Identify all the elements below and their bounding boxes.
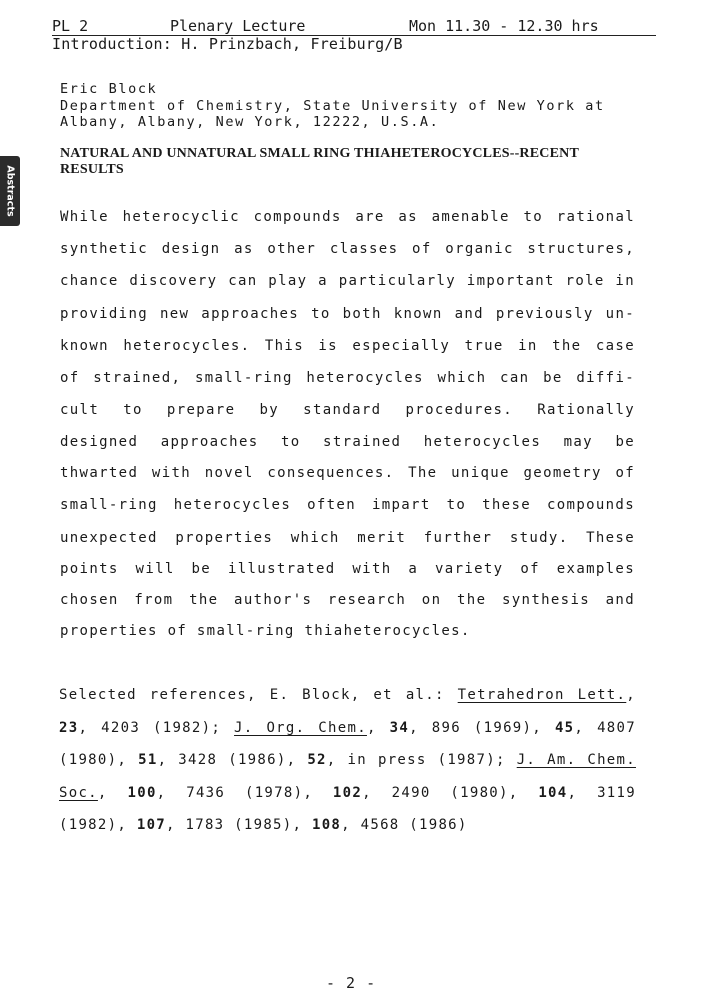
header-line bbox=[52, 17, 656, 36]
journal-title: Tetrahedron Lett. bbox=[457, 687, 627, 703]
abstracts-side-tab[interactable] bbox=[0, 156, 20, 226]
reference-line: Soc., 100, 7436 (1978), 102, 2490 (1980), 104, 3119 bbox=[59, 785, 636, 801]
introduction-line: Introduction: H. Prinzbach, Freiburg/B bbox=[52, 35, 403, 53]
abstract-line: providing new approaches to both known and previously un- bbox=[60, 306, 635, 322]
reference-line: (1980), 51, 3428 (1986), 52, in press (1987); J. Am. Chem. bbox=[59, 752, 636, 768]
abstract-line: small-ring heterocycles often impart to these compounds bbox=[60, 497, 635, 513]
abstract-line: chosen from the author's research on the synthesis and bbox=[60, 592, 635, 608]
abstract-line: synthetic design as other classes of organic structures, bbox=[60, 241, 635, 257]
reference-line: Selected references, E. Block, et al.: Tetrahedron Lett., bbox=[59, 687, 637, 703]
author-affiliation-2: Albany, Albany, New York, 12222, U.S.A. bbox=[60, 114, 440, 130]
lecture-title: NATURAL AND UNNATURAL SMALL RING THIAHETEROCYCLES--RECENT RESULTS bbox=[60, 146, 579, 177]
session-time: Mon 11.30 - 12.30 hrs bbox=[409, 17, 599, 35]
author-block bbox=[60, 81, 605, 131]
reference-line: (1982), 107, 1783 (1985), 108, 4568 (1986) bbox=[59, 817, 468, 833]
abstract-line: While heterocyclic compounds are as amenable to rational bbox=[60, 209, 635, 225]
journal-title: Soc. bbox=[59, 785, 98, 801]
abstract-line: known heterocycles. This is especially true in the case bbox=[60, 338, 635, 354]
abstract-line: thwarted with novel consequences. The unique geometry of bbox=[60, 465, 635, 481]
abstract-line: designed approaches to strained heterocycles may be bbox=[60, 434, 635, 450]
abstract-line: of strained, small-ring heterocycles which can be diffi- bbox=[60, 370, 635, 386]
author-name: Eric Block bbox=[60, 81, 158, 97]
reference-line: 23, 4203 (1982); J. Org. Chem., 34, 896 (1969), 45, 4807 bbox=[59, 720, 636, 736]
abstract-line: cult to prepare by standard procedures. Rationally bbox=[60, 402, 635, 418]
journal-title: J. Org. Chem. bbox=[234, 720, 367, 736]
abstract-line: properties of small-ring thiaheterocycles. bbox=[60, 623, 471, 639]
session-code: PL 2 bbox=[52, 17, 89, 35]
journal-title: J. Am. Chem. bbox=[516, 752, 636, 768]
abstract-line: points will be illustrated with a variety of examples bbox=[60, 561, 635, 577]
page-number: - 2 - bbox=[326, 974, 377, 992]
abstract-line: chance discovery can play a particularly important role in bbox=[60, 273, 635, 289]
side-tab-label: Abstracts bbox=[4, 165, 16, 217]
author-affiliation-1: Department of Chemistry, State University of New York at bbox=[60, 97, 605, 114]
abstract-line: unexpected properties which merit further study. These bbox=[60, 530, 635, 546]
session-type: Plenary Lecture bbox=[170, 17, 306, 35]
